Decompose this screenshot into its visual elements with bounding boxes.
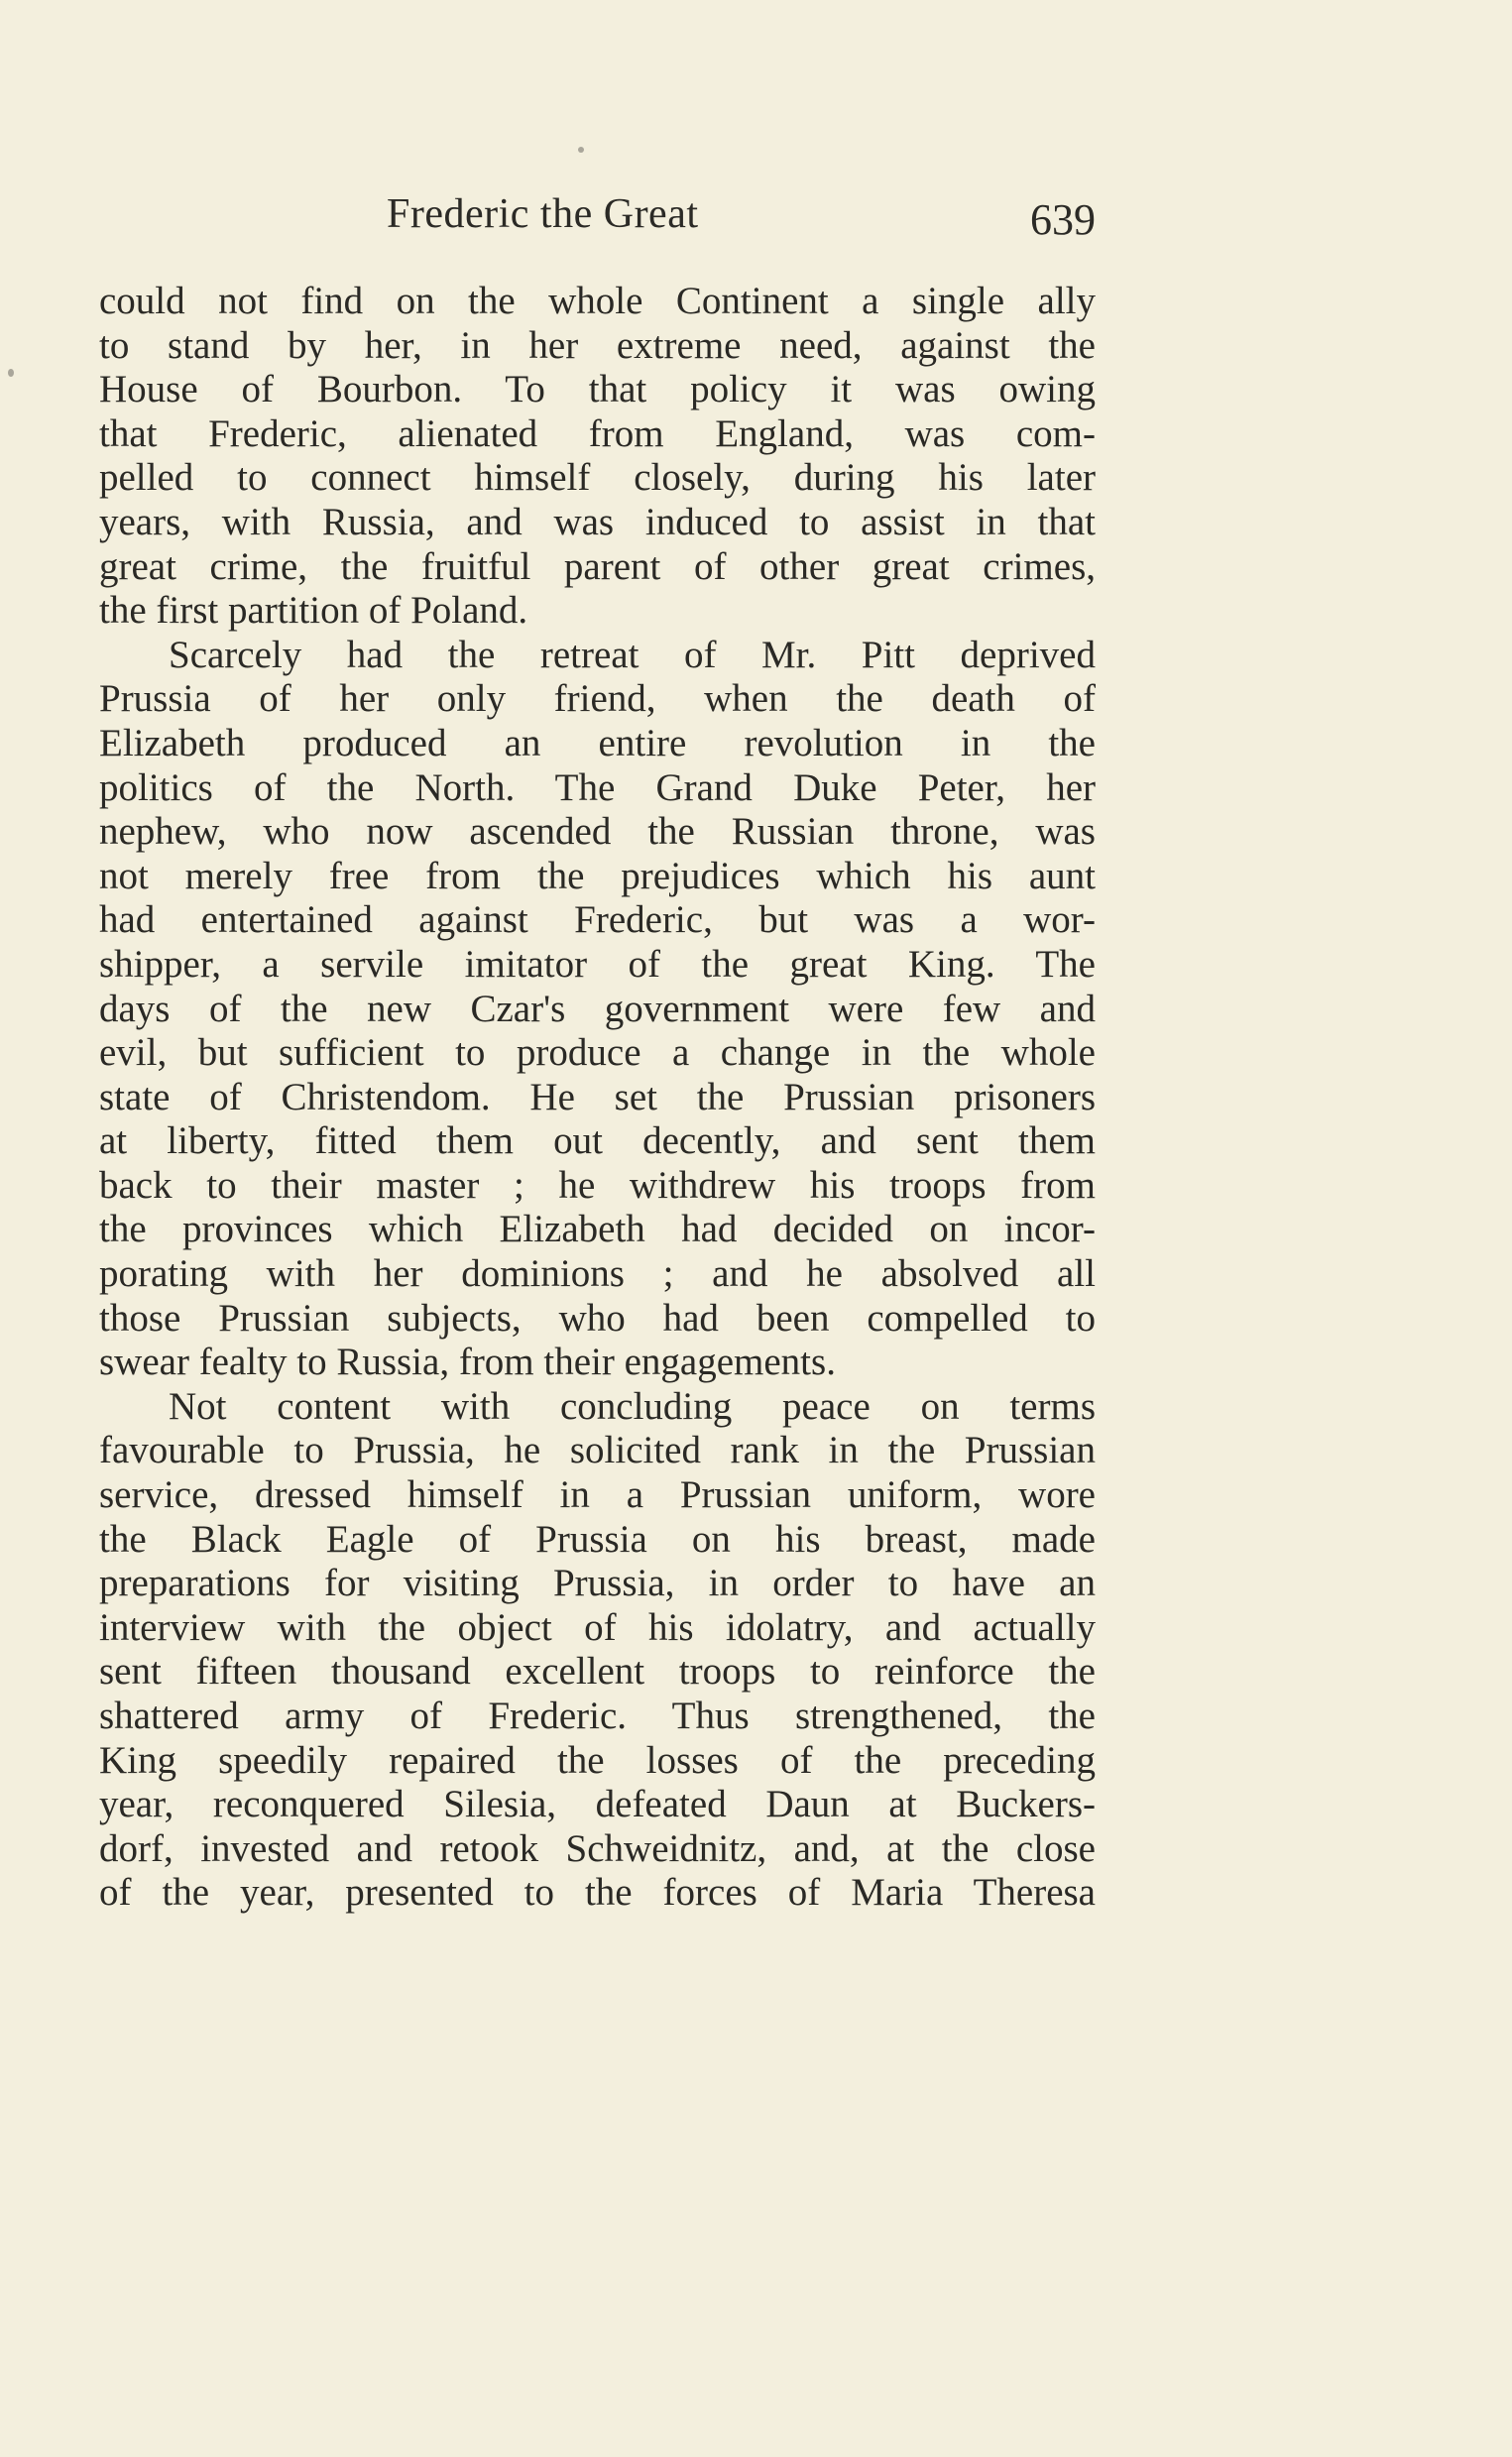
text-line: shattered army of Frederic. Thus strengthened, the bbox=[99, 1695, 1096, 1737]
text-line: the provinces which Elizabeth had decided on incor- bbox=[99, 1208, 1096, 1251]
text-line: state of Christendom. He set the Prussian prisoners bbox=[99, 1075, 1096, 1118]
text-line: interview with the object of his idolatry, and actually bbox=[99, 1605, 1096, 1649]
text-line: not merely free from the prejudices which his aunt bbox=[99, 854, 1096, 897]
text-line: the first partition of Poland. bbox=[99, 589, 528, 633]
text-line: to stand by her, in her extreme need, against the bbox=[99, 323, 1096, 367]
text-line: had entertained against Frederic, but was a wor- bbox=[99, 898, 1096, 942]
text-line: swear fealty to Russia, from their engagements. bbox=[99, 1341, 836, 1384]
text-line: Prussia of her only friend, when the death of bbox=[99, 677, 1096, 721]
page-header bbox=[99, 190, 1096, 260]
paper-speck bbox=[8, 369, 14, 377]
text-line: back to their master ; he withdrew his troops from bbox=[99, 1163, 1096, 1207]
body-text bbox=[99, 280, 1096, 1916]
text-line: pelled to connect himself closely, during his later bbox=[99, 456, 1096, 500]
text-line: preparations for visiting Prussia, in order to have an bbox=[99, 1562, 1096, 1605]
text-line: the Black Eagle of Prussia on his breast, made bbox=[99, 1517, 1096, 1561]
text-line: year, reconquered Silesia, defeated Daun at Buckers- bbox=[99, 1783, 1096, 1826]
running-title: Frederic the Great bbox=[387, 191, 699, 237]
text-line: could not find on the whole Continent a single ally bbox=[99, 280, 1096, 322]
text-line: at liberty, fitted them out decently, and sent them bbox=[99, 1119, 1096, 1163]
paragraph bbox=[99, 280, 1096, 634]
text-line: favourable to Prussia, he solicited rank in the Prussian bbox=[99, 1429, 1096, 1472]
text-line: great crime, the fruitful parent of other great crimes, bbox=[99, 544, 1096, 588]
text-line: politics of the North. The Grand Duke Peter, her bbox=[99, 765, 1096, 809]
text-line: service, dressed himself in a Prussian uniform, wore bbox=[99, 1473, 1096, 1517]
text-line: sent fifteen thousand excellent troops to reinforce the bbox=[99, 1650, 1096, 1694]
text-line: days of the new Czar's government were few and bbox=[99, 987, 1096, 1030]
text-line: House of Bourbon. To that policy it was owing bbox=[99, 368, 1096, 411]
text-line: nephew, who now ascended the Russian throne, was bbox=[99, 810, 1096, 854]
text-line: dorf, invested and retook Schweidnitz, and, at the close bbox=[99, 1826, 1096, 1870]
text-line: porating with her dominions ; and he absolved all bbox=[99, 1252, 1096, 1296]
text-line: years, with Russia, and was induced to assist in that bbox=[99, 500, 1096, 543]
paper-speck bbox=[578, 147, 584, 153]
paragraph bbox=[99, 1385, 1096, 1916]
text-line: King speedily repaired the losses of the preceding bbox=[99, 1738, 1096, 1782]
text-line: those Prussian subjects, who had been compelled to bbox=[99, 1296, 1096, 1340]
text-line: Not content with concluding peace on terms bbox=[169, 1384, 1096, 1428]
text-line: Elizabeth produced an entire revolution in the bbox=[99, 721, 1096, 764]
page-number: 639 bbox=[1030, 195, 1096, 244]
text-line: of the year, presented to the forces of Maria Theresa bbox=[99, 1871, 1096, 1915]
paragraph bbox=[99, 634, 1096, 1385]
text-line: that Frederic, alienated from England, was com- bbox=[99, 411, 1096, 455]
text-line: Scarcely had the retreat of Mr. Pitt deprived bbox=[169, 633, 1096, 676]
text-line: evil, but sufficient to produce a change in the whole bbox=[99, 1031, 1096, 1075]
text-line: shipper, a servile imitator of the great King. The bbox=[99, 942, 1096, 986]
